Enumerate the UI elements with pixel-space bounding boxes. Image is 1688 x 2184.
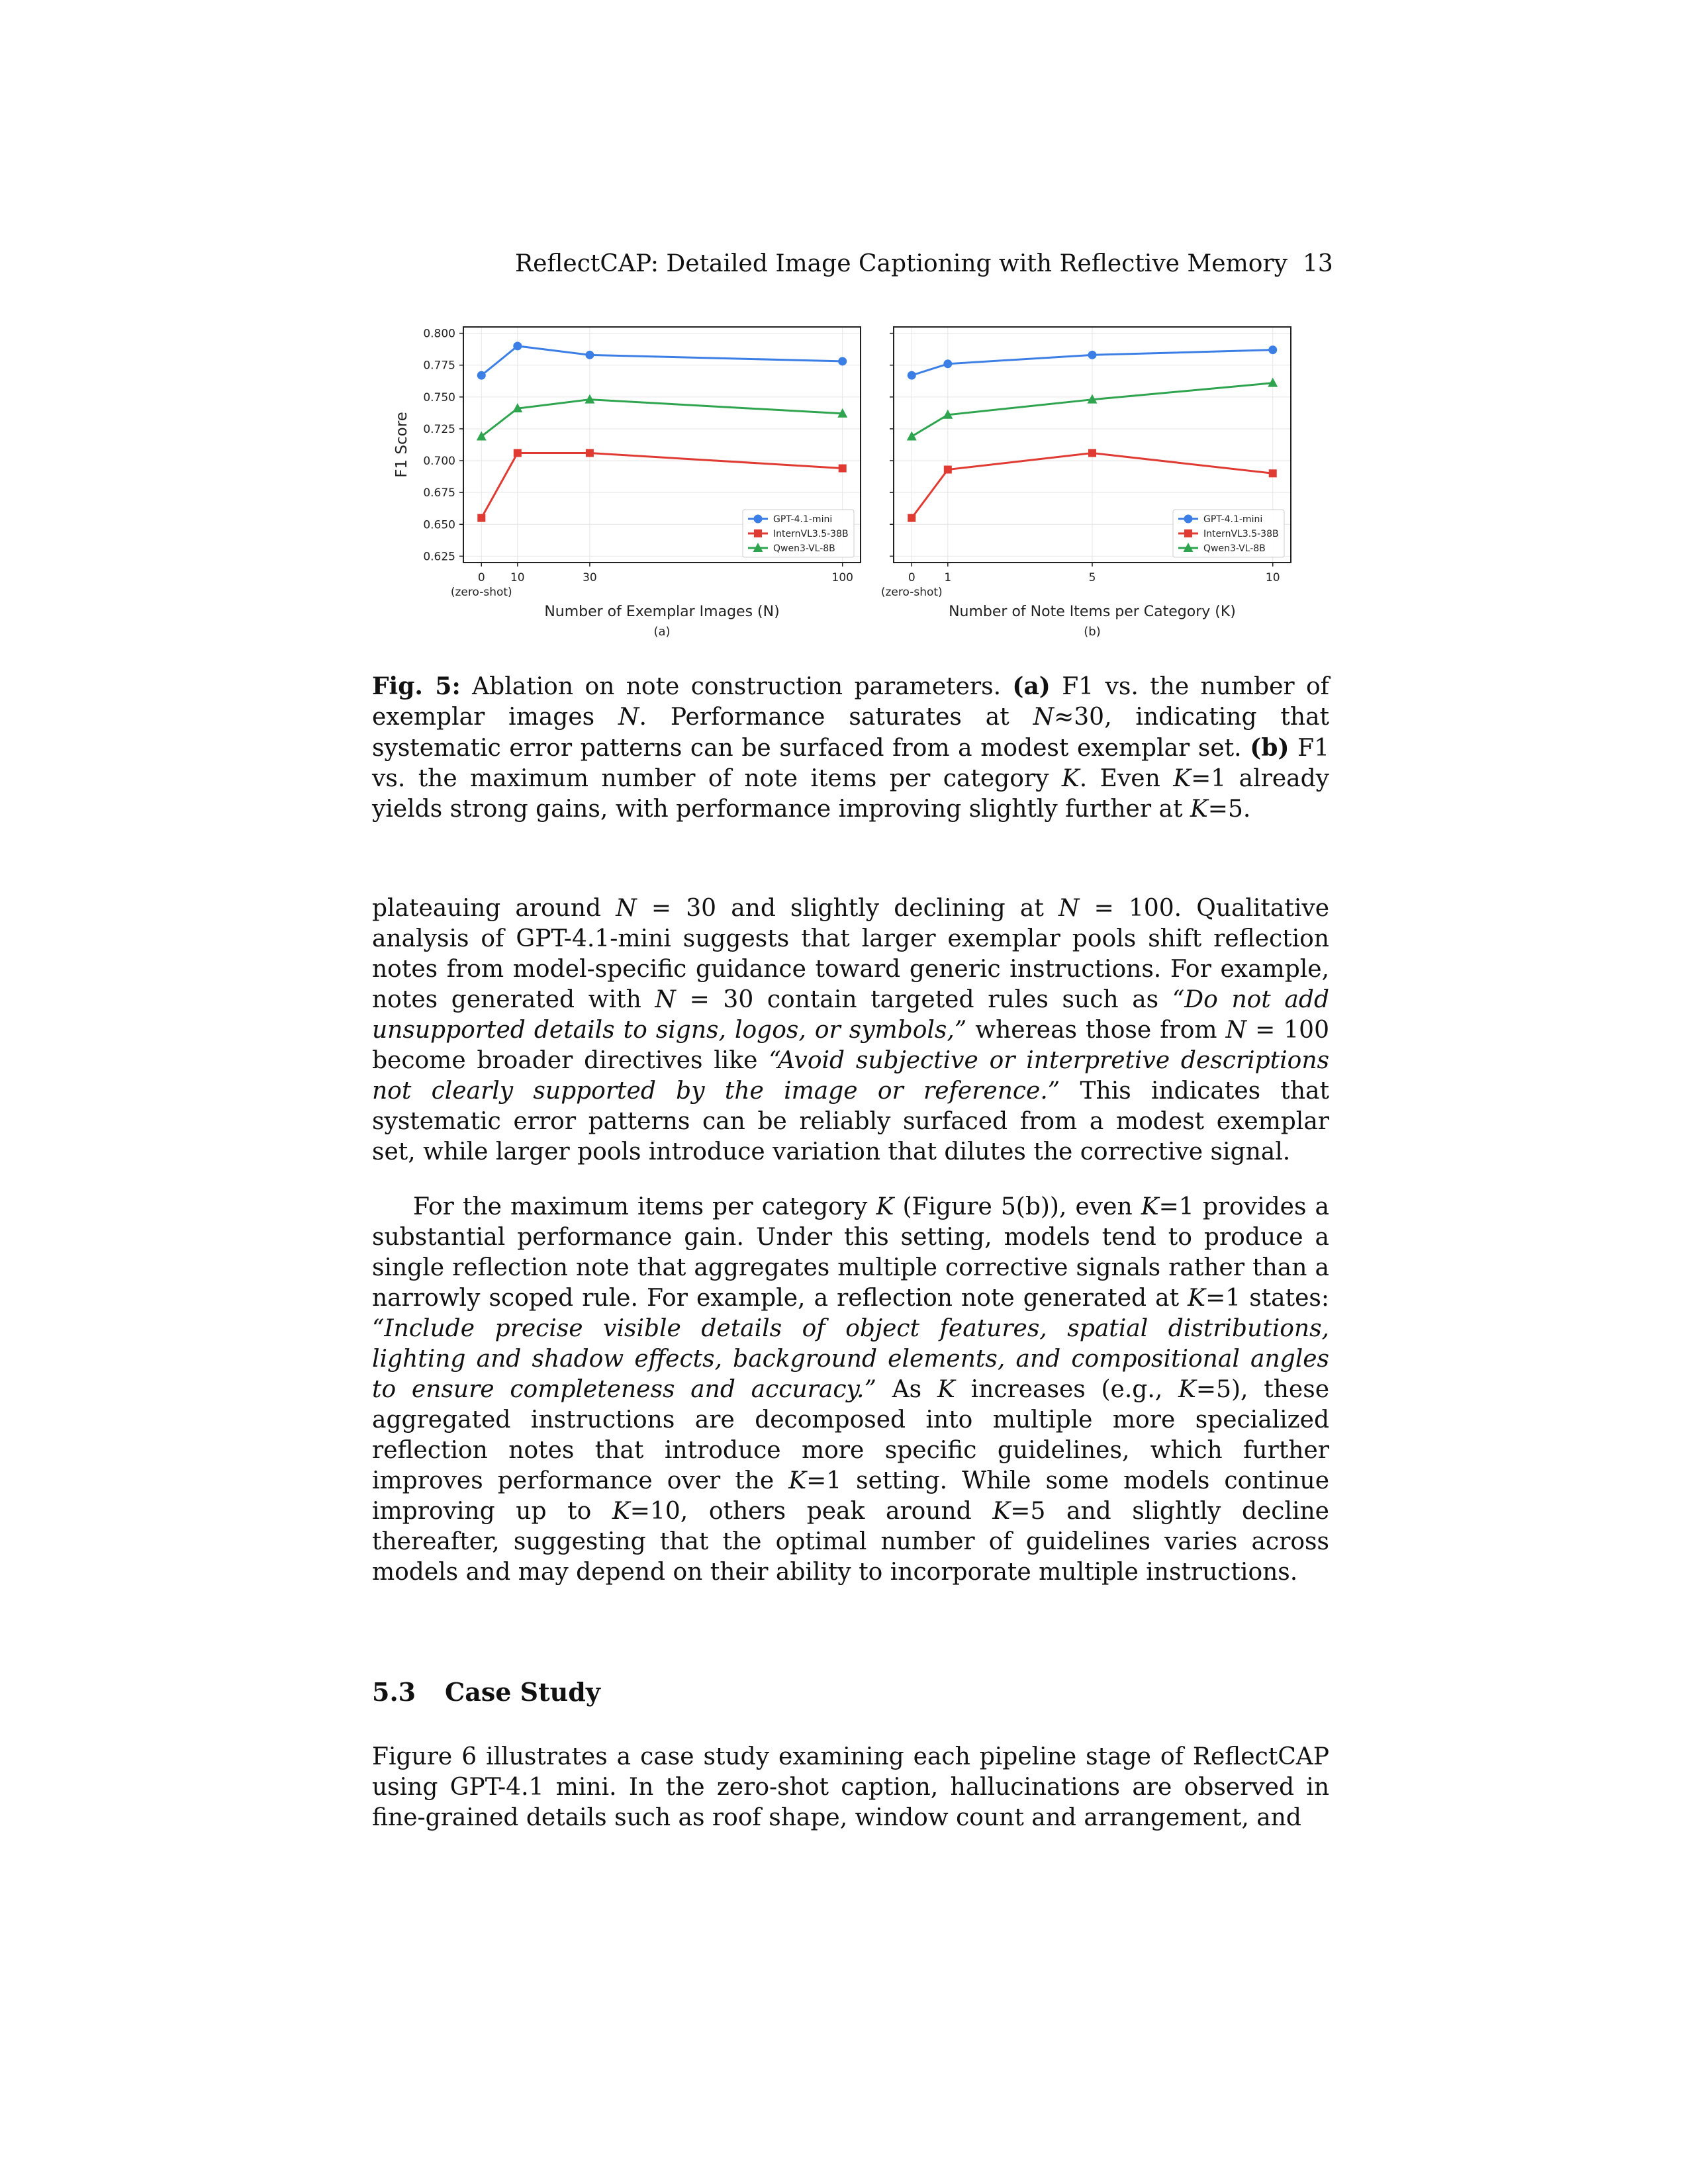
data-point bbox=[513, 341, 522, 350]
quote-generic-rule: “Avoid subjective or interpretive descriptions not clearly supported by the image or reference.” bbox=[372, 1047, 1329, 1105]
x-tick-label: 30 bbox=[583, 571, 597, 584]
data-point bbox=[908, 371, 916, 380]
x-tick-label: 100 bbox=[831, 571, 853, 584]
data-point bbox=[944, 466, 952, 474]
x-axis-label: Number of Exemplar Images (N) bbox=[544, 604, 780, 620]
series-line bbox=[481, 400, 842, 437]
series-line bbox=[481, 453, 842, 518]
data-point bbox=[908, 514, 915, 522]
legend-label: Qwen3-VL-8B bbox=[1203, 543, 1266, 554]
subfigure-label: (b) bbox=[1084, 625, 1101, 639]
y-tick-label: 0.775 bbox=[423, 359, 455, 373]
data-point bbox=[1088, 351, 1097, 359]
y-tick-label: 0.625 bbox=[423, 550, 455, 564]
legend-label: InternVL3.5-38B bbox=[1203, 529, 1279, 539]
x-tick-label: 10 bbox=[1265, 571, 1280, 584]
section-title: Case Study bbox=[445, 1677, 600, 1707]
legend-marker bbox=[1184, 529, 1192, 537]
data-point bbox=[838, 357, 847, 365]
data-point bbox=[477, 371, 486, 380]
paragraph-exemplar-analysis: plateauing around N = 30 and slightly declining at N = 100. Qualitative analysis of GPT-4.1-mini suggests that larger exemplar pools shift reflection notes from model-specific guidance toward generic instructions. For example, notes generated with N = 30 contain targeted rules such as “Do not add unsupported details to signs, logos, or symbols,” whereas those from N = 100 become broader directives like “Avoid subjective or interpretive descriptions not clearly supported by the image or reference.” This indicates that systematic error patterns can be reliably surfaced from a modest exemplar set, while larger pools introduce variation that dilutes the corrective signal. bbox=[372, 895, 1329, 1165]
paragraph-case-study: Figure 6 illustrates a case study examining each pipeline stage of ReflectCAP using GPT-4.1 mini. In the zero-shot caption, hallucinations are observed in fine-grained details such as roof shape, window count and arrangement, and bbox=[372, 1743, 1329, 1831]
section-heading bbox=[372, 1677, 600, 1707]
data-point bbox=[585, 351, 594, 359]
x-tick-note: (zero-shot) bbox=[880, 586, 943, 599]
figure-5-charts bbox=[384, 318, 1311, 642]
running-title: ReflectCAP: Detailed Image Captioning with Reflective Memory bbox=[515, 250, 1288, 277]
data-point bbox=[1088, 449, 1096, 457]
page-number: 13 bbox=[1303, 250, 1333, 277]
legend-label: GPT-4.1-mini bbox=[1203, 514, 1263, 525]
data-point bbox=[586, 449, 594, 457]
figure-caption: Fig. 5: Ablation on note construction parameters. (a) F1 vs. the number of exemplar images N. Performance saturates at N≈30, indicating that systematic error patterns can be surfaced from a modest exemplar set. (b) F1 vs. the maximum number of note items per category K. Even K=1 already yields strong gains, with performance improving slightly further at K=5. bbox=[372, 672, 1330, 823]
legend-marker bbox=[754, 515, 763, 523]
data-point bbox=[477, 514, 485, 522]
y-tick-label: 0.650 bbox=[423, 518, 455, 532]
y-tick-label: 0.800 bbox=[423, 327, 455, 341]
y-axis-label: F1 Score bbox=[393, 412, 410, 478]
quote-targeted-rule: “Do not add unsupported details to signs, logos, or symbols,” bbox=[372, 986, 1329, 1044]
x-tick-label: 5 bbox=[1088, 571, 1096, 584]
x-axis-label: Number of Note Items per Category (K) bbox=[949, 604, 1236, 620]
series-line bbox=[481, 346, 842, 375]
data-point bbox=[943, 359, 952, 368]
legend-marker bbox=[1184, 515, 1193, 523]
x-tick-label: 0 bbox=[477, 571, 485, 584]
x-tick-note: (zero-shot) bbox=[450, 586, 512, 599]
x-tick-label: 0 bbox=[908, 571, 915, 584]
subfigure-label: (a) bbox=[653, 625, 671, 639]
y-tick-label: 0.750 bbox=[423, 390, 455, 404]
legend-marker bbox=[754, 529, 762, 537]
y-tick-label: 0.700 bbox=[423, 455, 455, 469]
x-tick-label: 1 bbox=[944, 571, 952, 584]
y-tick-label: 0.675 bbox=[423, 486, 455, 500]
paragraph-items-per-category: For the maximum items per category K (Figure 5(b)), even K=1 provides a substantial performance gain. Under this setting, models tend to produce a single reflection note that aggregates multiple corrective signals rather than a narrowly scoped rule. For example, a reflection note generated at K=1 states: “Include precise visible details of object features, spatial distributions, lighting and shadow effects, background elements, and compositional angles to ensure completeness and accuracy.” As K increases (e.g., K=5), these aggregated instructions are decomposed into multiple more specialized reflection notes that introduce more specific guidelines, which further improves performance over the K=1 setting. While some models continue improving up to K=10, others peak around K=5 and slightly decline thereafter, suggesting that the optimal number of guidelines varies across models and may depend on their ability to incorporate multiple instructions. bbox=[372, 1193, 1330, 1586]
y-tick-label: 0.725 bbox=[423, 422, 455, 436]
data-point bbox=[907, 431, 917, 440]
legend-label: Qwen3-VL-8B bbox=[773, 543, 835, 554]
data-point bbox=[1269, 469, 1277, 477]
legend-label: InternVL3.5-38B bbox=[773, 529, 849, 539]
data-point bbox=[1268, 345, 1277, 354]
data-point bbox=[839, 465, 847, 473]
x-tick-label: 10 bbox=[510, 571, 525, 584]
data-point bbox=[514, 449, 522, 457]
legend-label: GPT-4.1-mini bbox=[773, 514, 833, 525]
section-number: 5.3 bbox=[372, 1677, 416, 1707]
quote-aggregated-note: “Include precise visible details of object features, spatial distributions, lighting and shadow effects, background elements, and compositional angles to ensure completeness and accuracy.” bbox=[372, 1315, 1329, 1403]
figure-label: Fig. 5: bbox=[372, 672, 461, 700]
